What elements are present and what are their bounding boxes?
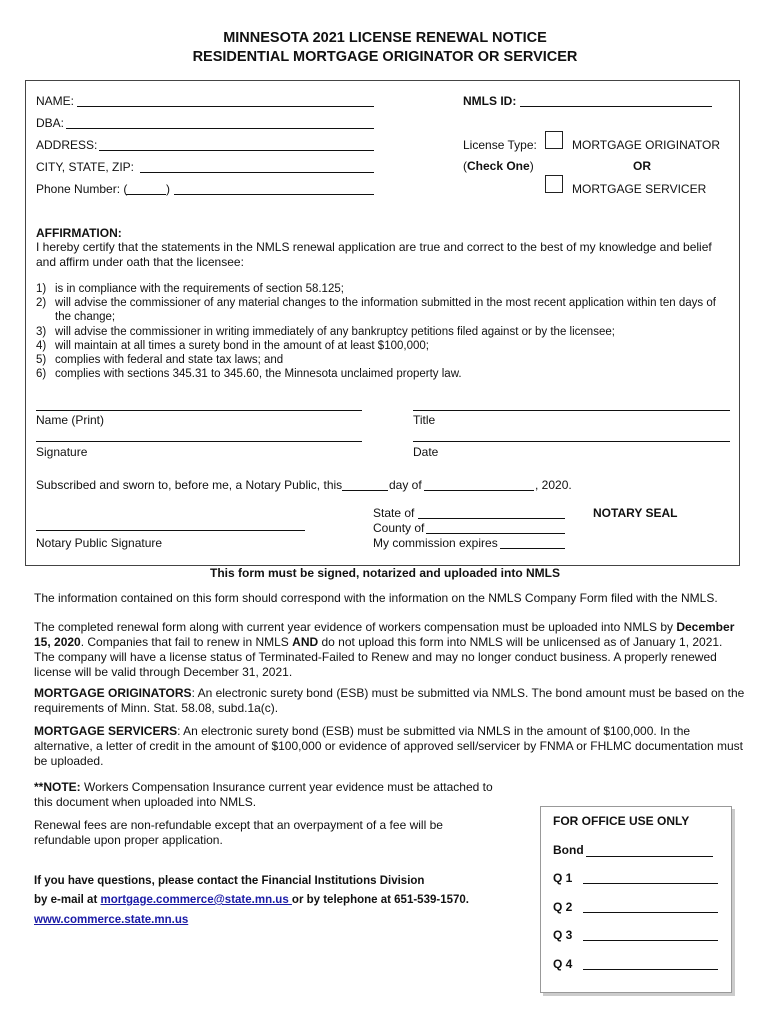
affirmation-item-number: 4) — [36, 339, 47, 352]
phone-close-paren: ) — [166, 182, 170, 196]
mortgage-servicer-checkbox[interactable] — [545, 175, 563, 193]
must-sign-notice: This form must be signed, notarized and uploaded into NMLS — [209, 566, 560, 580]
state-of-label: State of — [373, 506, 415, 520]
renewal-deadline-date: December 15, 2020 — [34, 620, 735, 649]
note-paragraph — [34, 780, 494, 810]
affirmation-item — [36, 296, 716, 324]
sworn-text-a: Subscribed and sworn to, before me, a Notary Public, this — [36, 478, 343, 492]
renewal-and: AND — [292, 635, 319, 649]
dba-label: DBA: — [36, 116, 65, 130]
affirmation-item-text: will maintain at all times a surety bond in the amount of at least $100,000; — [55, 339, 429, 352]
date-label: Date — [413, 445, 439, 459]
affirmation-item-number: 2) — [36, 297, 47, 310]
address-label: ADDRESS: — [36, 138, 98, 152]
q4-field[interactable] — [583, 969, 718, 970]
affirmation-item-number: 1) — [36, 283, 47, 295]
form-title-line2: RESIDENTIAL MORTGAGE ORIGINATOR OR SERVICER — [192, 49, 578, 65]
sworn-day-field[interactable] — [342, 490, 388, 491]
sworn-month-field[interactable] — [424, 490, 534, 491]
name-print-line[interactable] — [36, 410, 362, 411]
signature-label: Signature — [36, 445, 88, 459]
phone-area-code-field[interactable] — [126, 194, 166, 195]
originators-label: MORTGAGE ORIGINATORS — [34, 686, 192, 700]
affirmation-item-text: complies with federal and state tax laws; and — [55, 354, 284, 367]
affirmation-item-number: 5) — [36, 354, 47, 367]
title-label: Title — [413, 413, 436, 427]
bond-field[interactable] — [586, 856, 713, 857]
check-one-label: (Check One) — [463, 159, 534, 173]
address-field[interactable] — [99, 150, 374, 151]
nmls-id-label: NMLS ID: — [463, 94, 517, 108]
city-state-zip-label: CITY, STATE, ZIP: — [36, 160, 135, 174]
affirmation-list — [36, 282, 716, 381]
q2-field[interactable] — [583, 912, 718, 913]
name-print-label: Name (Print) — [36, 413, 105, 427]
license-type-label: License Type: — [463, 138, 537, 152]
note-label: **NOTE: — [34, 780, 81, 794]
email-prefix: by e-mail at — [34, 894, 101, 906]
website-link[interactable]: www.commerce.state.mn.us — [34, 914, 189, 926]
sworn-text-c: , 2020. — [535, 478, 572, 492]
county-of-label: County of — [373, 521, 425, 535]
email-link[interactable]: mortgage.commerce@state.mn.us — [100, 894, 292, 906]
q3-label: Q 3 — [553, 928, 573, 942]
nmls-id-field[interactable] — [520, 106, 712, 107]
mortgage-originator-checkbox[interactable] — [545, 131, 563, 149]
city-state-zip-field[interactable] — [140, 172, 374, 173]
renewal-status-text: The company will have a license status of Terminated-Failed to Renew and may no longer conduct business. A properly renewed license will be valid through December 31, 2021. — [34, 650, 717, 679]
signature-line[interactable] — [36, 441, 362, 442]
mortgage-servicer-label: MORTGAGE SERVICER — [572, 182, 707, 196]
renewal-deadline-paragraph — [34, 620, 750, 680]
affirmation-item — [36, 353, 716, 367]
notary-signature-label: Notary Public Signature — [36, 536, 163, 550]
q1-field[interactable] — [583, 883, 718, 884]
telephone-text: or by telephone at 651-539-1570. — [291, 894, 469, 906]
phone-label: Phone Number: ( — [36, 182, 128, 196]
affirmation-item-text: will advise the commissioner of any material changes to the information submitted in the most recent application within ten days of the change; — [55, 297, 716, 324]
affirmation-item-text: will advise the commissioner in writing immediately of any bankruptcy petitions filed against or by the licensee; — [55, 325, 615, 338]
correspond-paragraph: The information contained on this form should correspond with the information on the NMLS Company Form filed with the NMLS. — [34, 591, 718, 605]
dba-field[interactable] — [66, 128, 374, 129]
renewal-text-e: do not upload this form into NMLS will be unlicensed as of January 1, 2021. — [318, 635, 723, 649]
website-line — [34, 914, 188, 926]
office-use-box — [540, 806, 732, 993]
name-field[interactable] — [77, 106, 374, 107]
commission-expires-field[interactable] — [500, 548, 565, 549]
notary-seal-label: NOTARY SEAL — [593, 506, 678, 520]
or-label: OR — [633, 159, 651, 173]
date-line[interactable] — [413, 441, 730, 442]
fees-paragraph: Renewal fees are non-refundable except that an overpayment of a fee will be refundable upon proper application. — [34, 818, 443, 847]
affirmation-item — [36, 339, 716, 353]
state-of-field[interactable] — [418, 518, 565, 519]
servicers-paragraph — [34, 724, 750, 769]
originators-paragraph — [34, 686, 750, 716]
notary-signature-line[interactable] — [36, 530, 305, 531]
q2-label: Q 2 — [553, 900, 573, 914]
check-one-text: Check One — [467, 159, 530, 173]
name-label: NAME: — [36, 94, 75, 108]
affirmation-item — [36, 367, 716, 381]
affirmation-item-number: 3) — [36, 325, 47, 338]
q3-field[interactable] — [583, 940, 718, 941]
sworn-text-b: day of — [389, 478, 422, 492]
affirmation-item — [36, 325, 716, 339]
county-of-field[interactable] — [426, 533, 565, 534]
renewal-text-a: The completed renewal form along with current year evidence of workers compensation must be uploaded into NMLS by — [34, 620, 677, 634]
renewal-text-c: . Companies that fail to renew in NMLS — [80, 635, 293, 649]
affirmation-item-number: 6) — [36, 368, 47, 381]
affirmation-item — [36, 282, 716, 296]
affirmation-item-text: complies with sections 345.31 to 345.60, the Minnesota unclaimed property law. — [55, 368, 462, 381]
affirmation-intro: I hereby certify that the statements in the NMLS renewal application are true and correct to the best of my knowledge and belief and affirm under oath that the licensee: — [36, 240, 712, 269]
q4-label: Q 4 — [553, 957, 573, 971]
affirmation-item-text: is in compliance with the requirements of section 58.125; — [55, 283, 344, 295]
originators-text: : An electronic surety bond (ESB) must be submitted via NMLS. The bond amount must be based on the requirements of Minn. Stat. 58.08, subd.1a(c). — [34, 686, 745, 715]
contact-line — [34, 894, 469, 906]
affirmation-heading: AFFIRMATION: — [36, 226, 122, 240]
phone-number-field[interactable] — [174, 194, 374, 195]
q1-label: Q 1 — [553, 871, 573, 885]
commission-label: My commission expires — [373, 536, 498, 550]
questions-text: If you have questions, please contact the Financial Institutions Division — [34, 875, 425, 887]
bond-label: Bond — [553, 843, 584, 857]
mortgage-originator-label: MORTGAGE ORIGINATOR — [572, 138, 721, 152]
office-use-title: FOR OFFICE USE ONLY — [553, 814, 690, 828]
note-text: Workers Compensation Insurance current year evidence must be attached to this document when uploaded into NMLS. — [34, 780, 493, 809]
form-title-line1: MINNESOTA 2021 LICENSE RENEWAL NOTICE — [223, 30, 547, 46]
title-line[interactable] — [413, 410, 730, 411]
servicers-text: : An electronic surety bond (ESB) must be submitted via NMLS in the amount of $100,000. In the alternative, a letter of credit in the amount of $100,000 or evidence of approved sell/servicer by FNMA or FHLMC documentation must be uploaded. — [34, 724, 744, 768]
servicers-label: MORTGAGE SERVICERS — [34, 724, 178, 738]
